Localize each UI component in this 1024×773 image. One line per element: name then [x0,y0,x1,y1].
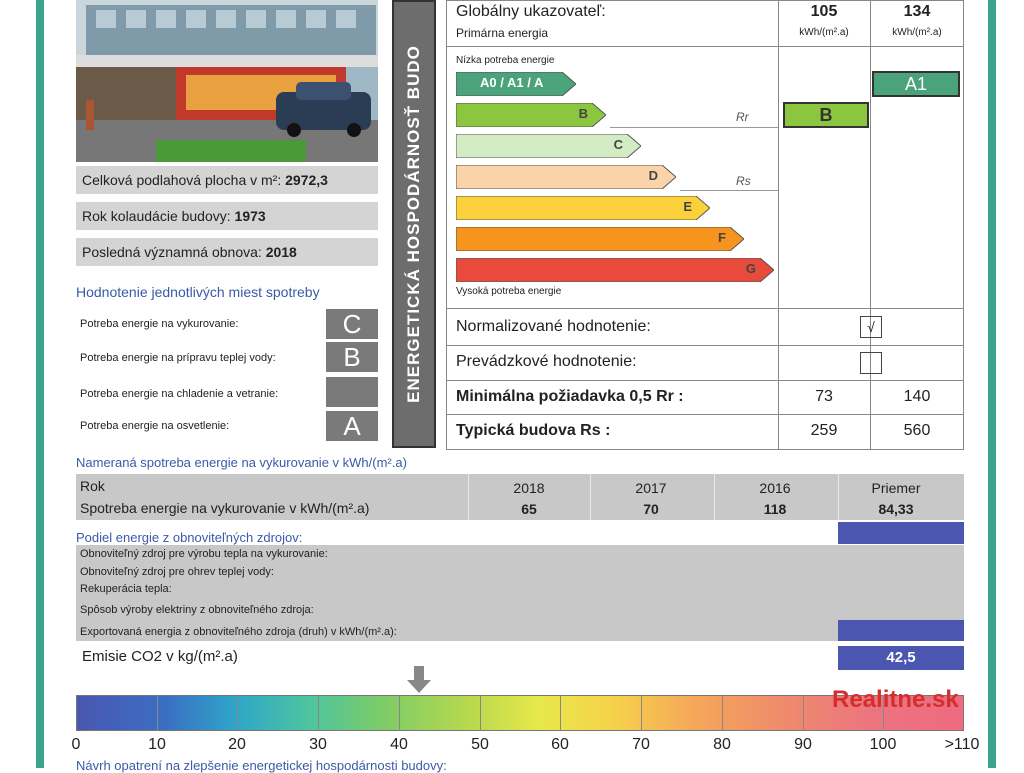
emissions-label: Emisie CO2 v kg/(m².a) [82,648,238,665]
renewable-hot-water: Obnoviteľný zdroj pre ohrev teplej vody: [80,566,274,578]
scale-tick [641,695,642,731]
energy-class-label-1: B [578,106,588,121]
year-2016: 2016 [759,480,791,496]
row-divider-min [446,414,964,415]
global-unit-1: kWh/(m².a) [799,27,849,38]
approval-year-value: 1973 [234,208,266,224]
scale-tick [399,695,400,731]
renewable-title: Podiel energie z obnoviteľných zdrojov: [76,530,303,545]
energy-class-0 [456,72,576,96]
left-border [36,0,44,768]
main-rating-table [446,0,964,450]
consumption-label: Spotreba energie na vykurovanie v kWh/(m².a) [80,500,370,516]
scale-tick [318,695,319,731]
emissions-pointer-icon [405,666,433,694]
year-2017: 2017 [635,480,667,496]
approval-year-label: Rok kolaudácie budovy: [82,208,231,224]
energy-class-1 [456,103,606,127]
global-indicator-title: Globálny ukazovateľ: [456,3,606,20]
renewable-blue-box [838,522,964,544]
global-unit-2: kWh/(m².a) [892,27,942,38]
normalized-checkbox[interactable]: √ [860,316,882,338]
scale-tick-label: 40 [390,736,408,753]
scale-tick-label: 100 [869,736,897,753]
value-2016: 118 [763,501,787,517]
renewable-heating: Obnoviteľný zdroj pre výrobu tepla na vykurovanie: [80,548,328,560]
low-demand-label: Nízka potreba energie [456,55,555,66]
lighting-grade: A [326,411,378,441]
scale-tick-label: 0 [71,736,81,753]
row-divider-scale [446,308,964,309]
scale-tick [237,695,238,731]
energy-class-label-2: C [613,137,623,152]
scale-tick-label: 20 [228,736,246,753]
rr-line [610,127,778,128]
typical-building-value-2: 560 [903,422,931,439]
heating-grade: C [326,309,378,339]
year-label: Rok [80,478,105,494]
rs-line [680,190,778,191]
typical-building-value-1: 259 [810,422,838,439]
value-average: 84,33 [878,501,914,517]
operational-label: Prevádzkové hodnotenie: [456,353,637,370]
value-2017: 70 [643,501,659,517]
emissions-value: 42,5 [838,646,964,670]
scale-tick-label: 50 [471,736,489,753]
global-indicator-subtitle: Primárna energia [456,26,549,40]
rating-marker-1: B [783,102,869,128]
global-value-1: 105 [810,3,838,20]
measured-title: Nameraná spotreba energie na vykurovanie v kWh/(m².a) [76,455,407,470]
emissions-scale [76,695,964,731]
min-requirement-value-1: 73 [815,388,833,405]
cooling-label: Potreba energie na chladenie a vetranie: [80,388,279,400]
lighting-label: Potreba energie na osvetlenie: [80,420,230,432]
hot-water-label: Potreba energie na prípravu teplej vody: [80,352,276,364]
hot-water-grade: B [326,342,378,372]
scale-tick-label: 80 [713,736,731,753]
energy-class-6 [456,258,774,282]
energy-class-2 [456,134,641,158]
rs-marker: Rs [736,174,751,188]
energy-class-label-0: A0 / A1 / A [480,75,544,90]
energy-class-label-3: D [648,168,658,183]
scale-tick-label: 30 [309,736,327,753]
operational-checkbox[interactable] [860,352,882,374]
floor-area-value: 2972,3 [285,172,328,188]
cooling-grade [326,377,378,407]
energy-class-4 [456,196,710,220]
right-border [988,0,996,768]
high-demand-label: Vysoká potreba energie [456,286,562,297]
rr-marker: Rr [736,110,749,124]
floor-area-row [76,166,378,194]
consumption-title: Hodnotenie jednotlivých miest spotreby [76,284,320,300]
scale-tick [560,695,561,731]
scale-tick [480,695,481,731]
year-2018: 2018 [513,480,545,496]
row-divider-operational [446,380,964,381]
renovation-row [76,238,378,266]
min-requirement-value-2: 140 [903,388,931,405]
scale-tick-label: 90 [794,736,812,753]
value-2018: 65 [521,501,537,517]
energy-class-3 [456,165,676,189]
row-divider-global [446,46,964,47]
typical-building-label: Typická budova Rs : [456,422,611,439]
col-divider-1 [778,0,779,450]
exported-blue-box [838,620,964,641]
scale-tick-label: >110 [944,736,980,753]
energy-class-label-5: F [718,230,726,245]
exported-energy: Exportovaná energia z obnoviteľného zdroja (druh) v kWh/(m².a): [80,626,397,638]
vertical-title: ENERGETICKÁ HOSPODÁRNOSŤ BUDO [404,45,423,403]
min-requirement-label: Minimálna požiadavka 0,5 Rr : [456,388,684,405]
scale-tick [157,695,158,731]
renewable-electricity: Spôsob výroby elektriny z obnoviteľného zdroja: [80,604,314,616]
normalized-label: Normalizované hodnotenie: [456,318,651,335]
scale-tick [803,695,804,731]
col-divider-2 [870,0,871,450]
renovation-value: 2018 [265,244,297,260]
energy-class-label-6: G [745,261,756,276]
heat-recovery: Rekuperácia tepla: [80,583,172,595]
row-divider-normalized [446,345,964,346]
building-photo [76,0,378,162]
energy-class-5 [456,227,744,251]
rating-marker-2: A1 [872,71,960,97]
scale-tick-label: 10 [148,736,166,753]
footer-cut-title: Návrh opatrení na zlepšenie energetickej hospodárnosti budovy: [76,758,447,773]
global-value-2: 134 [903,3,931,20]
year-average: Priemer [871,480,921,496]
renovation-label: Posledná významná obnova: [82,244,262,260]
scale-tick [722,695,723,731]
energy-class-label-4: E [683,199,692,214]
scale-tick-label: 70 [632,736,650,753]
scale-tick-label: 60 [551,736,569,753]
vertical-title-band [392,0,436,448]
watermark-logo: Realitne.sk [832,686,959,713]
floor-area-label: Celková podlahová plocha v m²: [82,172,282,188]
heating-label: Potreba energie na vykurovanie: [80,318,239,330]
approval-year-row [76,202,378,230]
